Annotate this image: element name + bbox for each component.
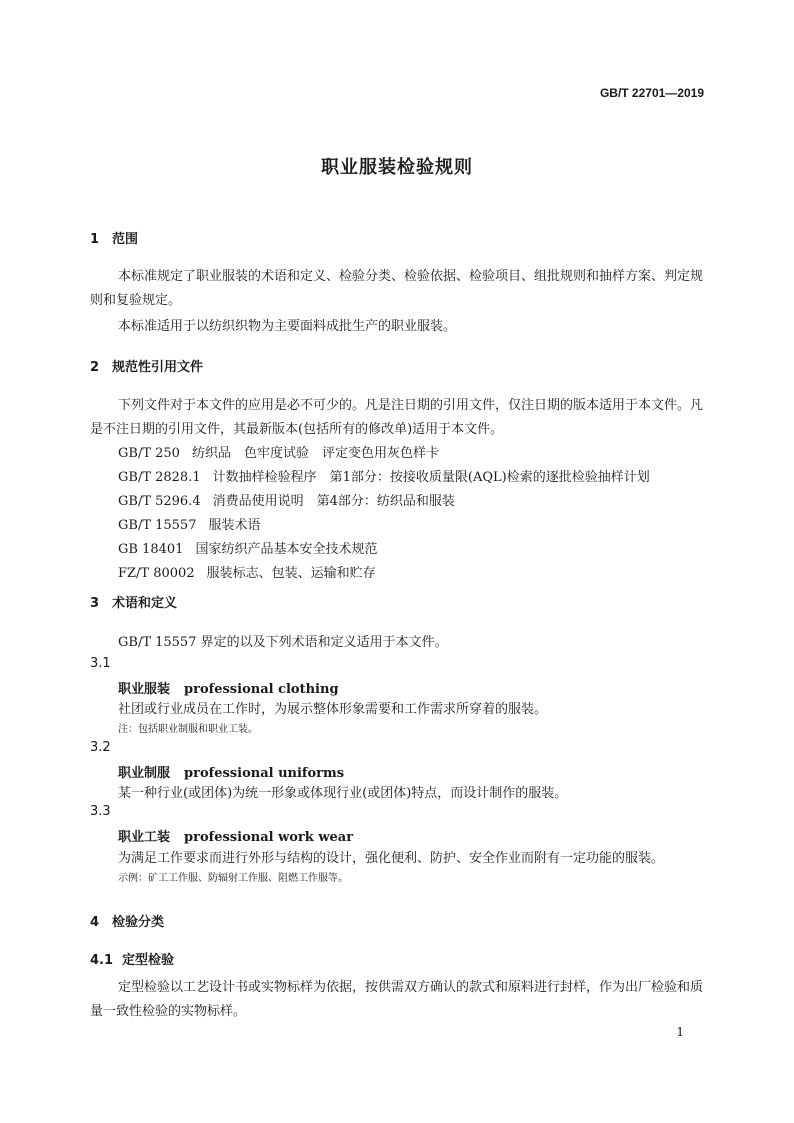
reference-code: FZ/T 80002 [118,566,195,581]
reference-item [118,442,439,461]
section-3-intro: GB/T 15557 界定的以及下列术语和定义适用于本文件。 [118,635,448,650]
reference-title: 纺织品 色牢度试验 评定变色用灰色样卡 [191,446,439,461]
section-number: 4 [90,915,100,930]
term-number: 3.2 [90,740,111,755]
section-number: 1 [90,232,100,247]
term-zh: 职业工装 [118,830,171,845]
reference-title: 计数抽样检验程序 第1部分：按接收质量限(AQL)检索的逐批检验抽样计划 [212,470,650,485]
subsection-4-1-paragraph: 定型检验以工艺设计书或实物标样为依据，按供需双方确认的款式和原料进行封样，作为出厂检验和质量一致性检验的实物标样。 [90,980,704,1019]
term-zh: 职业制服 [118,766,171,781]
reference-code: GB/T 15557 [118,518,197,533]
reference-code: GB 18401 [118,542,184,557]
term-heading [118,762,344,781]
term-zh: 职业服装 [118,682,171,697]
reference-title: 服装术语 [208,518,261,533]
document-title: 职业服装检验规则 [321,157,473,178]
subsection-number: 4.1 [90,953,114,968]
term-definition: 某一种行业(或团体)为统一形象或体现行业(或团体)特点，而设计制作的服装。 [118,786,568,801]
section-3-heading [90,592,177,611]
section-1-paragraph-2: 本标准适用于以纺织织物为主要面料成批生产的职业服装。 [118,319,457,334]
section-title: 规范性引用文件 [112,360,204,375]
reference-item [118,562,376,581]
section-number: 3 [90,596,100,611]
term-en: professional uniforms [184,766,345,781]
section-title: 范围 [112,232,139,247]
term-example: 示例：矿工工作服、防辐射工作服、阻燃工作服等。 [118,873,348,884]
subsection-title: 定型检验 [122,953,175,968]
section-4-heading [90,911,164,930]
section-1-paragraph-1: 本标准规定了职业服装的术语和定义、检验分类、检验依据、检验项目、组批规则和抽样方案、判定规则和复验规定。 [90,269,704,308]
reference-code: GB/T 5296.4 [118,494,201,509]
reference-item [118,538,377,557]
subsection-4-1-heading [90,949,174,968]
section-2-paragraph-1: 下列文件对于本文件的应用是必不可少的。凡是注日期的引用文件，仅注日期的版本适用于本文件。凡是不注日期的引用文件，其最新版本(包括所有的修改单)适用于本文件。 [90,398,704,437]
reference-item [118,490,455,509]
term-en: professional clothing [184,682,339,697]
reference-code: GB/T 2828.1 [118,470,201,485]
reference-item [118,514,261,533]
section-title: 术语和定义 [112,596,178,611]
term-number: 3.3 [90,804,111,819]
section-title: 检验分类 [112,915,165,930]
section-number: 2 [90,360,100,375]
term-definition: 为满足工作要求而进行外形与结构的设计，强化便利、防护、安全作业而附有一定功能的服装。 [118,851,665,866]
reference-title: 服装标志、包装、运输和贮存 [206,566,376,581]
term-heading [118,826,353,845]
reference-item [118,466,650,485]
reference-title: 消费品使用说明 第4部分：纺织品和服装 [212,494,455,509]
section-1-heading [90,228,138,247]
term-definition: 社团或行业成员在工作时，为展示整体形象需要和工作需求所穿着的服装。 [118,702,548,717]
term-en: professional work wear [184,830,354,845]
term-note: 注：包括职业制服和职业工装。 [118,724,258,735]
reference-title: 国家纺织产品基本安全技术规范 [195,542,378,557]
standard-number: GB/T 22701—2019 [599,86,704,100]
section-2-heading [90,356,203,375]
reference-code: GB/T 250 [118,446,180,461]
term-number: 3.1 [90,656,111,671]
term-heading [118,678,339,697]
page-number: 1 [676,1025,684,1039]
